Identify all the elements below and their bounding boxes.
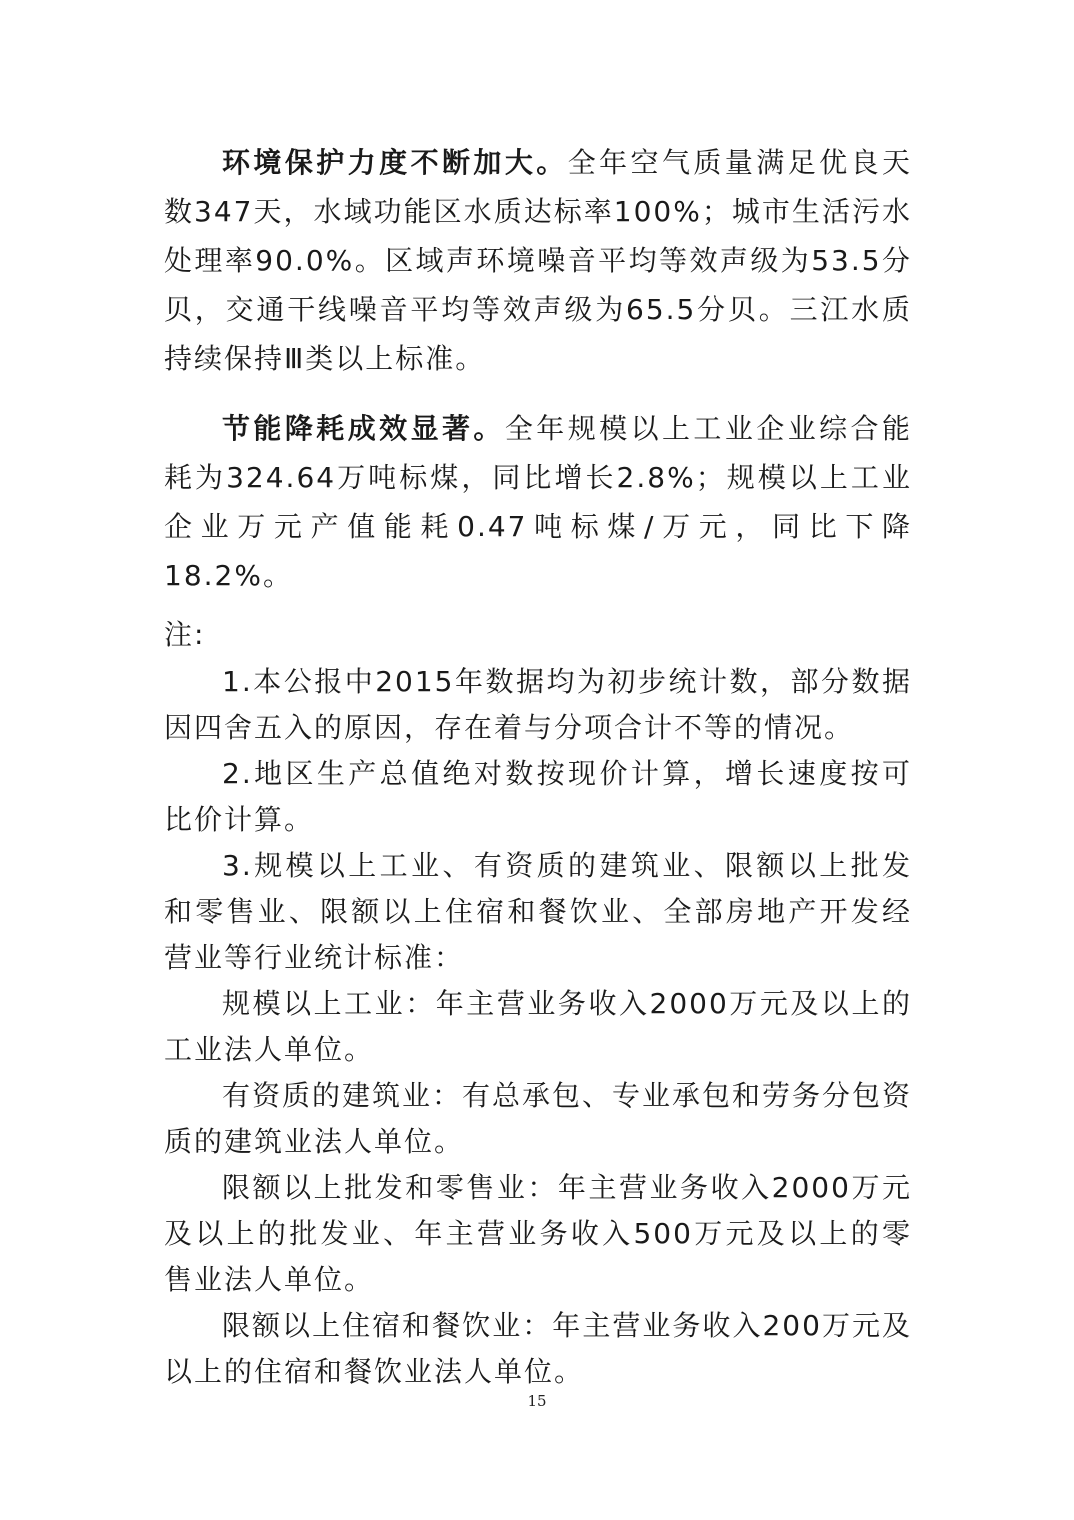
note-industry-standard: 规模以上工业：年主营业务收入2000万元及以上的工业法人单位。: [164, 987, 912, 1066]
document-body: [164, 138, 912, 1395]
note-construction-standard: 有资质的建筑业：有总承包、专业承包和劳务分包资质的建筑业法人单位。: [164, 1079, 913, 1158]
page-number: 15: [527, 1392, 547, 1410]
notes-heading: 注:: [164, 618, 206, 651]
energy-paragraph: [164, 404, 912, 600]
environment-paragraph: [164, 138, 912, 383]
note-item-3: 3.规模以上工业、有资质的建筑业、限额以上批发和零售业、限额以上住宿和餐饮业、全部房地产开发经营业等行业统计标准：: [164, 849, 912, 974]
energy-text: 全年规模以上工业企业综合能耗为324.64万吨标煤，同比增长2.8%；规模以上工业企业万元产值能耗0.47吨标煤/万元，同比下降18.2%。: [164, 412, 912, 592]
note-item-2: 2.地区生产总值绝对数按现价计算，增长速度按可比价计算。: [164, 757, 912, 836]
note-item-1: 1.本公报中2015年数据均为初步统计数，部分数据因四舍五入的原因，存在着与分项合计不等的情况。: [164, 665, 912, 744]
environment-text: 全年空气质量满足优良天数347天，水域功能区水质达标率100%；城市生活污水处理率90.0%。区域声环境噪音平均等效声级为53.5分贝，交通干线噪音平均等效声级为65.5分贝。三江水质持续保持Ⅲ类以上标准。: [164, 146, 912, 375]
note-accommodation-catering-standard: 限额以上住宿和餐饮业：年主营业务收入200万元及以上的住宿和餐饮业法人单位。: [164, 1309, 912, 1388]
note-wholesale-retail-standard: 限额以上批发和零售业：年主营业务收入2000万元及以上的批发业、年主营业务收入500万元及以上的零售业法人单位。: [164, 1171, 912, 1296]
energy-lead: 节能降耗成效显著。: [222, 412, 505, 445]
environment-lead: 环境保护力度不断加大。: [222, 146, 568, 179]
